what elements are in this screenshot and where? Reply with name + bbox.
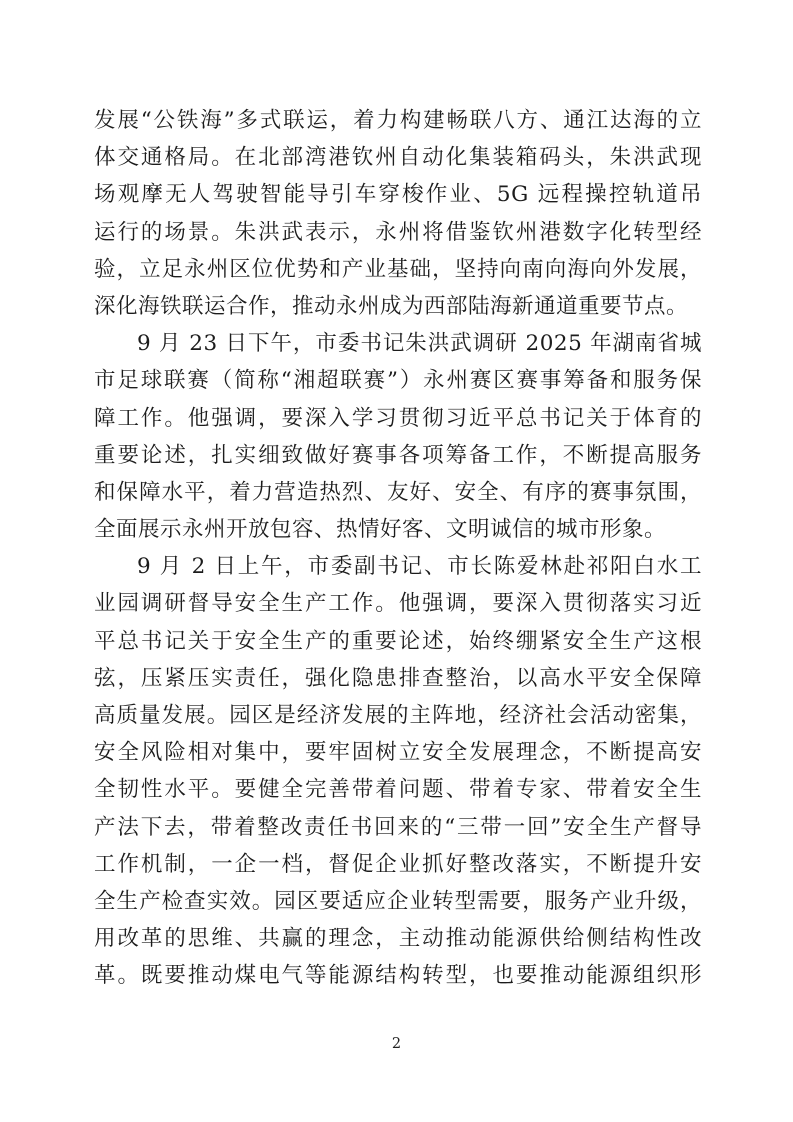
text-line: 重要论述，扎实细致做好赛事各项筹备工作，不断提高服务 [94, 442, 702, 468]
text-line: 弦，压紧压实责任，强化隐患排查整治，以高水平安全保障 [94, 665, 702, 691]
paragraph [94, 102, 702, 325]
page-number: 2 [391, 1036, 402, 1052]
paragraph [94, 548, 702, 994]
text-line: 9 月 23 日下午，市委书记朱洪武调研 2025 年湖南省城 [137, 331, 702, 357]
text-line: 全生产检查实效。园区要适应企业转型需要，服务产业升级， [94, 888, 702, 914]
text-line: 场观摩无人驾驶智能导引车穿梭作业、5G 远程操控轨道吊 [94, 182, 702, 208]
text-line: 和保障水平，着力营造热烈、友好、安全、有序的赛事氛围， [94, 479, 702, 505]
text-line: 9 月 2 日上午，市委副书记、市长陈爱林赴祁阳白水工 [137, 554, 702, 580]
document-body [94, 102, 702, 995]
text-line: 市足球联赛（简称“湘超联赛”）永州赛区赛事筹备和服务保 [94, 368, 702, 394]
text-line: 用改革的思维、共赢的理念，主动推动能源供给侧结构性改 [94, 926, 702, 952]
paragraph [94, 325, 702, 548]
text-line: 高质量发展。园区是经济发展的主阵地，经济社会活动密集， [94, 703, 702, 728]
text-line: 工作机制，一企一档，督促企业抓好整改落实，不断提升安 [94, 851, 702, 877]
text-line: 革。既要推动煤电气等能源结构转型，也要推动能源组织形 [94, 963, 702, 989]
text-line: 平总书记关于安全生产的重要论述，始终绷紧安全生产这根 [94, 628, 702, 654]
text-line: 障工作。他强调，要深入学习贯彻习近平总书记关于体育的 [94, 405, 702, 431]
text-line: 验，立足永州区位优势和产业基础，坚持向南向海向外发展， [94, 256, 702, 282]
text-line: 体交通格局。在北部湾港钦州自动化集装箱码头，朱洪武现 [94, 145, 702, 171]
text-line: 运行的场景。朱洪武表示，永州将借鉴钦州港数字化转型经 [94, 219, 702, 245]
text-line: 全韧性水平。要健全完善带着问题、带着专家、带着安全生 [94, 777, 702, 803]
text-line: 安全风险相对集中，要牢固树立安全发展理念，不断提高安 [94, 740, 702, 766]
text-line: 产法下去，带着整改责任书回来的“三带一回”安全生产督导 [94, 814, 702, 840]
text-line: 业园调研督导安全生产工作。他强调，要深入贯彻落实习近 [94, 591, 702, 617]
text-line: 深化海铁联运合作，推动永州成为西部陆海新通道重要节点。 [94, 293, 689, 319]
text-line: 全面展示永州开放包容、热情好客、文明诚信的城市形象。 [94, 517, 667, 543]
text-line: 发展“公铁海”多式联运，着力构建畅联八方、通江达海的立 [94, 108, 702, 133]
